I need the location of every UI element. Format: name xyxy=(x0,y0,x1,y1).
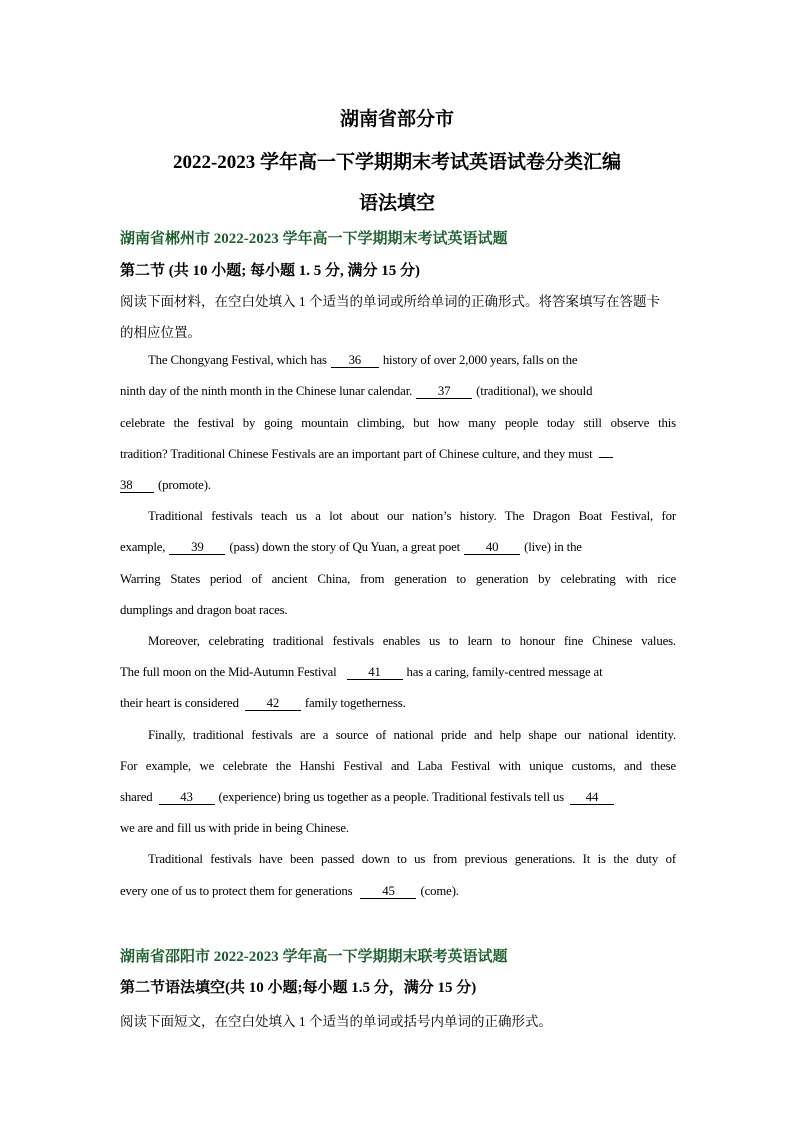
blank-41: 41 xyxy=(347,666,403,680)
passage-line: ninth day of the ninth month in the Chinese lunar calendar. 37 (traditional), we should xyxy=(120,384,593,398)
passage-line: The full moon on the Mid-Autumn Festival 41 has a caring, family-centred message at xyxy=(120,665,603,679)
section-heading-shaoyang: 湖南省邵阳市 2022-2023 学年高一下学期期末联考英语试题 xyxy=(120,949,508,965)
passage-line: dumplings and dragon boat races. xyxy=(120,603,288,617)
section-subheading: 第二节 (共 10 小题; 每小题 1. 5 分, 满分 15 分) xyxy=(120,263,420,279)
doc-title-main: 2022-2023 学年高一下学期期末考试英语试卷分类汇编 xyxy=(172,152,622,173)
passage-line: Warring States period of ancient China, from generation to generation by celebrating with rice xyxy=(120,572,676,586)
section-subheading: 第二节语法填空(共 10 小题;每小题 1.5 分，满分 15 分) xyxy=(120,980,477,996)
blank-37: 37 xyxy=(416,385,472,399)
blank-36: 36 xyxy=(331,354,379,368)
passage-line: Traditional festivals teach us a lot about our nation’s history. The Dragon Boat Festival, for xyxy=(148,509,676,523)
blank-45: 45 xyxy=(360,885,416,899)
instruction-line: 的相应位置。 xyxy=(120,325,201,340)
passage-line: every one of us to protect them for generations 45 (come). xyxy=(120,884,459,898)
passage-line: we are and fill us with pride in being Chinese. xyxy=(120,821,349,835)
passage-line: celebrate the festival by going mountain climbing, but how many people today still observe this xyxy=(120,416,676,430)
blank-42: 42 xyxy=(245,697,301,711)
passage-line: their heart is considered 42 family togetherness. xyxy=(120,696,406,710)
blank-38: 38 xyxy=(120,479,154,493)
blank-43: 43 xyxy=(159,791,215,805)
instruction-line: 阅读下面短文，在空白处填入 1 个适当的单词或括号内单词的正确形式。 xyxy=(120,1014,552,1029)
passage-line: Moreover, celebrating traditional festivals enables us to learn to honour fine Chinese values. xyxy=(148,634,676,648)
blank-39: 39 xyxy=(169,541,225,555)
section-heading-chenzhou: 湖南省郴州市 2022-2023 学年高一下学期期末考试英语试题 xyxy=(120,231,508,247)
passage-line: example, 39 (pass) down the story of Qu Yuan, a great poet 40 (live) in the xyxy=(120,540,582,554)
passage-line: For example, we celebrate the Hanshi Festival and Laba Festival with unique customs, and these xyxy=(120,759,676,773)
doc-title-topic: 语法填空 xyxy=(358,193,435,214)
passage-line: The Chongyang Festival, which has 36 history of over 2,000 years, falls on the xyxy=(148,353,578,367)
passage-line: Traditional festivals have been passed down to us from previous generations. It is the duty of xyxy=(148,852,676,866)
passage-line: 38 (promote). xyxy=(120,478,211,492)
passage-line: shared 43 (experience) bring us together as a people. Traditional festivals tell us 44 xyxy=(120,790,676,805)
blank-40: 40 xyxy=(464,541,520,555)
passage-line: tradition? Traditional Chinese Festivals are an important part of Chinese culture, and they must xyxy=(120,447,676,462)
doc-title-region: 湖南省部分市 xyxy=(339,109,454,130)
instruction-line: 阅读下面材料，在空白处填入 1 个适当的单词或所给单词的正确形式。将答案填写在答题卡 xyxy=(120,294,660,309)
blank-44: 44 xyxy=(570,791,614,805)
passage-line: Finally, traditional festivals are a source of national pride and help shape our national identity. xyxy=(148,728,676,742)
